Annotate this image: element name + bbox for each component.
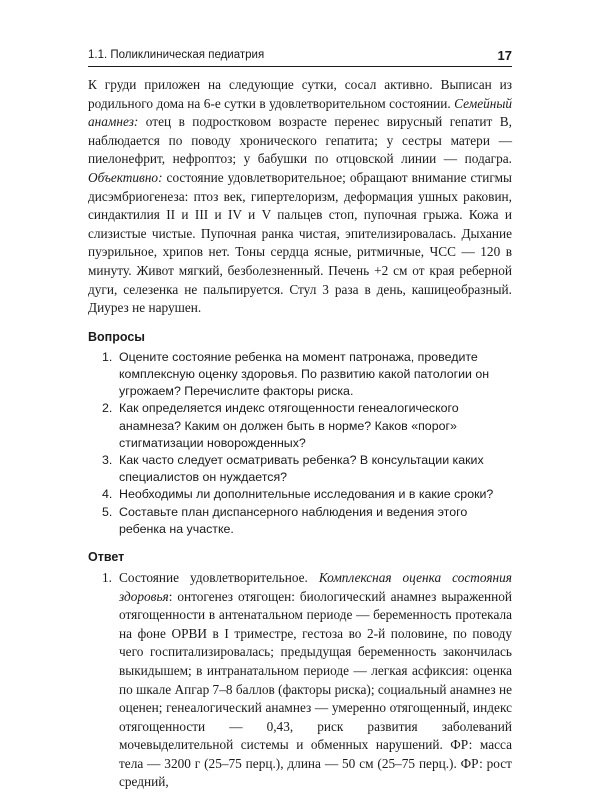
- question-number: 3.: [102, 452, 113, 467]
- answer-text-1: Состояние удовлетворительное.: [119, 569, 319, 585]
- answer-text-2: : онтогенез отягощен: биологический анамнез выраженной отягощенности в антенатальном периоде — беременность протекала на фоне ОРВИ в I триместре, гестоза во 2-й половине, по поводу чего госпитализировалась; предыдущая беременность закончилась выкидышем; в интранатальном периоде — легкая асфиксия: оценка по шкале Апгар 7–8 баллов (факторы риска); социальный анамнез не оценен; генеалогический анамнез — умеренно отягощенный, индекс отягощенности — 0,43, риск развития заболеваний мочевыделительной системы и обменных нарушений. ФР: масса тела — 3200 г (25–75 перц.), длина — 50 см (25–75 перц.). ФР: рост средний,: [119, 588, 512, 790]
- questions-list: [88, 349, 512, 538]
- answer-heading: Ответ: [88, 549, 125, 564]
- page-header: [88, 48, 512, 67]
- case-description: [88, 76, 512, 318]
- question-number: 5.: [102, 504, 113, 519]
- answer-list: [88, 569, 512, 792]
- intro-text-3: состояние удовлетворительное; обращают внимание стигмы дисэмбриогенеза: птоз век, гипертелоризм, деформация ушных раковин, синдактилия II и III и IV и V пальцев стоп, пупочная грыжа. Кожа и слизистые чистые. Пупочная ранка чистая, эпителизировалась. Дыхание пуэрильное, хрипов нет. Тоны сердца ясные, ритмичные, ЧСС — 120 в минуту. Живот мягкий, безболезненный. Печень +2 см от края реберной дуги, селезенка не пальпируется. Стул 3 раза в день, кашицеобразный. Диурез не нарушен.: [88, 169, 512, 316]
- question-item: [88, 400, 512, 452]
- question-number: 1.: [102, 349, 113, 364]
- question-item: [88, 486, 512, 503]
- page-body: [88, 76, 512, 792]
- question-number: 2.: [102, 401, 113, 416]
- answer-item: [88, 569, 512, 792]
- question-item: [88, 452, 512, 486]
- family-history-label: Семейный анамнез:: [88, 95, 512, 130]
- question-item: [88, 349, 512, 401]
- question-item: [88, 504, 512, 538]
- question-number: 4.: [102, 487, 113, 502]
- intro-text-2: отец в подростковом возрасте перенес вирусный гепатит В, наблюдается по поводу хронического гепатита; у сестры матери — пиелонефрит, нефроптоз; у бабушки по отцовской линии — подагра.: [88, 114, 512, 167]
- question-text: Составьте план диспансерного наблюдения и ведения этого ребенка на участке.: [119, 504, 468, 536]
- question-text: Как определяется индекс отягощенности генеалогического анамнеза? Каким он должен быть в норме? Каков «порог» стигматизации новорожденных?: [119, 401, 459, 450]
- questions-heading: Вопросы: [88, 329, 145, 344]
- question-text: Оцените состояние ребенка на момент патронажа, проведите комплексную оценку здоровья. По развитию какой патологии он угрожаем? Перечислите факторы риска.: [119, 349, 490, 399]
- answer-italic-phrase: Комплексная оценка состояния здоровья: [119, 569, 512, 604]
- question-text: Как часто следует осматривать ребенка? В консультации каких специалистов он нуждается?: [119, 452, 484, 485]
- running-head: 1.1. Поликлиническая педиатрия: [88, 49, 265, 61]
- page-number: 17: [497, 48, 512, 63]
- answer-number: 1.: [102, 569, 112, 585]
- intro-text-1: К груди приложен на следующие сутки, сосал активно. Выписан из родильного дома на 6-е сутки в удовлетворительном состоянии.: [88, 77, 512, 111]
- question-text: Необходимы ли дополнительные исследования и в какие сроки?: [119, 487, 494, 502]
- objective-label: Объективно:: [88, 169, 163, 185]
